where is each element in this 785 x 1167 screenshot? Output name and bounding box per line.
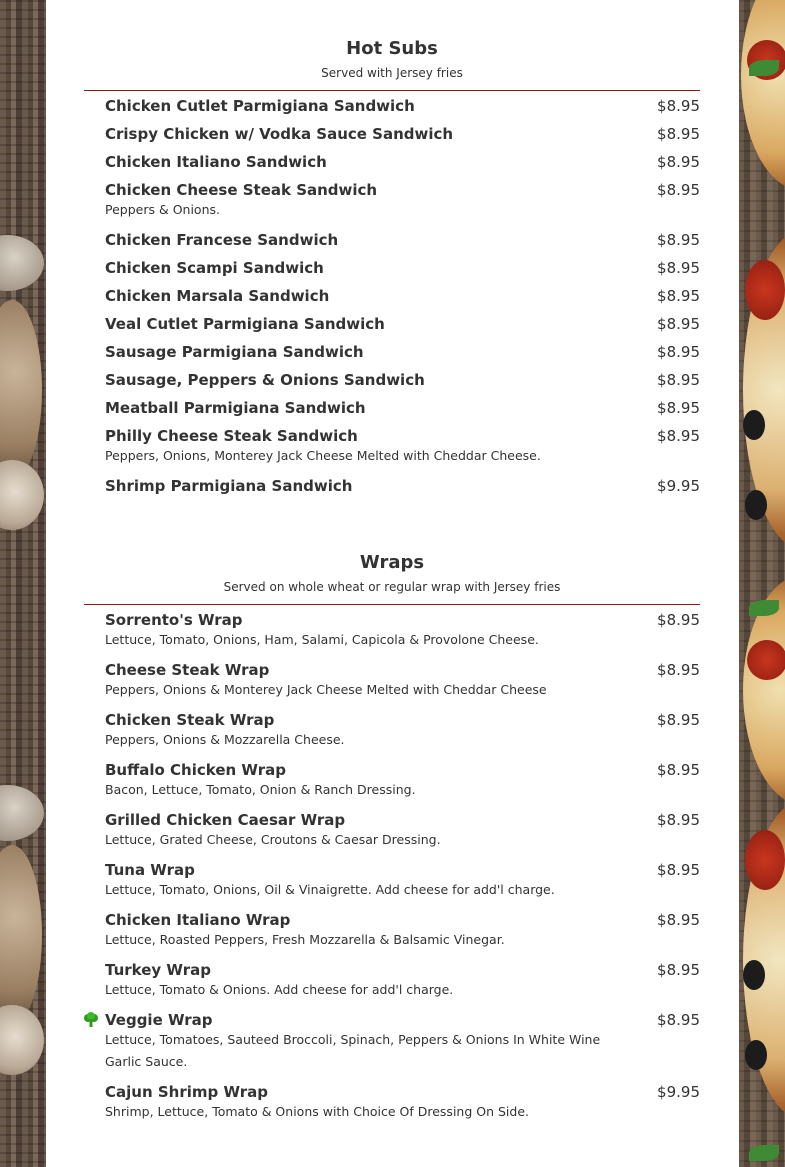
menu-item-list (84, 606, 700, 1128)
mushroom-decoration (0, 300, 42, 480)
item-name: Turkey Wrap (105, 961, 211, 979)
basil-leaf-decoration (749, 600, 779, 616)
item-name: Chicken Scampi Sandwich (105, 259, 324, 277)
item-price: $8.95 (657, 911, 700, 929)
item-name: Buffalo Chicken Wrap (105, 761, 286, 779)
item-name: Crispy Chicken w/ Vodka Sauce Sandwich (105, 125, 454, 143)
menu-item[interactable] (84, 338, 700, 366)
menu-item[interactable] (84, 856, 700, 906)
item-description: Peppers & Onions. (105, 202, 220, 217)
pepperoni-decoration (747, 640, 785, 680)
section-divider (84, 90, 700, 91)
mushroom-decoration (0, 235, 44, 291)
menu-item[interactable] (84, 92, 700, 120)
item-name: Chicken Marsala Sandwich (105, 287, 330, 305)
item-description: Lettuce, Roasted Peppers, Fresh Mozzarella & Balsamic Vinegar. (105, 932, 505, 947)
menu-item[interactable] (84, 906, 700, 956)
mushroom-decoration (0, 845, 42, 1025)
olive-decoration (745, 490, 767, 520)
item-name: Grilled Chicken Caesar Wrap (105, 811, 346, 829)
item-description: Bacon, Lettuce, Tomato, Onion & Ranch Dressing. (105, 782, 416, 797)
section-title: Wraps (359, 552, 425, 573)
item-price: $8.95 (657, 661, 700, 679)
menu-item[interactable] (84, 806, 700, 856)
item-price: $8.95 (657, 399, 700, 417)
olive-decoration (745, 1040, 767, 1070)
item-price: $8.95 (657, 181, 700, 199)
item-name: Sorrento's Wrap (105, 611, 243, 629)
item-price: $8.95 (657, 259, 700, 277)
menu-item[interactable] (84, 394, 700, 422)
menu-item[interactable] (84, 366, 700, 394)
section-hot-subs (84, 38, 700, 500)
item-description: Lettuce, Tomato & Onions. Add cheese for add'l charge. (105, 982, 454, 997)
menu-item[interactable] (84, 756, 700, 806)
menu-item[interactable] (84, 472, 700, 500)
menu-item[interactable] (84, 956, 700, 1006)
item-name: Chicken Steak Wrap (105, 711, 275, 729)
item-description: Peppers, Onions, Monterey Jack Cheese Melted with Cheddar Cheese. (105, 448, 541, 463)
menu-item[interactable] (84, 282, 700, 310)
pepperoni-decoration (745, 260, 785, 320)
item-price: $8.95 (657, 125, 700, 143)
item-description: Shrimp, Lettuce, Tomato & Onions with Choice Of Dressing On Side. (105, 1104, 529, 1119)
menu-item[interactable] (84, 706, 700, 756)
item-price: $8.95 (657, 961, 700, 979)
item-name: Chicken Italiano Sandwich (105, 153, 327, 171)
section-subtitle: Served with Jersey fries (321, 66, 463, 80)
item-description: Lettuce, Grated Cheese, Croutons & Caesar Dressing. (105, 832, 441, 847)
menu-item[interactable] (84, 656, 700, 706)
item-description: Peppers, Onions & Monterey Jack Cheese Melted with Cheddar Cheese (105, 682, 547, 697)
section-divider (84, 604, 700, 605)
item-price: $8.95 (657, 343, 700, 361)
mushroom-decoration (0, 1005, 44, 1075)
menu-item[interactable] (84, 176, 700, 226)
menu-item[interactable] (84, 1078, 700, 1128)
wood-background-left (0, 0, 46, 1167)
item-name: Sausage Parmigiana Sandwich (105, 343, 364, 361)
item-description: Lettuce, Tomatoes, Sauteed Broccoli, Spinach, Peppers & Onions In White Wine Garlic Sauce. (105, 1032, 601, 1069)
menu-page (46, 0, 739, 1167)
item-price: $8.95 (657, 97, 700, 115)
item-price: $8.95 (657, 231, 700, 249)
item-description: Peppers, Onions & Mozzarella Cheese. (105, 732, 345, 747)
menu-item[interactable] (84, 606, 700, 656)
item-price: $8.95 (657, 711, 700, 729)
mushroom-decoration (0, 460, 44, 530)
basil-leaf-decoration (749, 1145, 779, 1161)
menu-item[interactable] (84, 120, 700, 148)
item-price: $8.95 (657, 761, 700, 779)
item-name: Philly Cheese Steak Sandwich (105, 427, 358, 445)
pizza-background-right (739, 0, 785, 1167)
item-price: $8.95 (657, 287, 700, 305)
item-price: $8.95 (657, 611, 700, 629)
item-description: Lettuce, Tomato, Onions, Ham, Salami, Capicola & Provolone Cheese. (105, 632, 539, 647)
menu-item[interactable] (84, 254, 700, 282)
item-name: Tuna Wrap (105, 861, 195, 879)
item-price: $8.95 (657, 315, 700, 333)
item-price: $9.95 (657, 1083, 700, 1101)
item-name: Shrimp Parmigiana Sandwich (105, 477, 353, 495)
item-name: Meatball Parmigiana Sandwich (105, 399, 366, 417)
item-price: $8.95 (657, 1011, 700, 1029)
section-subtitle: Served on whole wheat or regular wrap with Jersey fries (223, 580, 561, 594)
item-name: Cajun Shrimp Wrap (105, 1083, 269, 1101)
menu-item[interactable] (84, 226, 700, 254)
item-name: Veal Cutlet Parmigiana Sandwich (105, 315, 385, 333)
section-title: Hot Subs (346, 38, 438, 59)
olive-decoration (743, 410, 765, 440)
item-price: $9.95 (657, 477, 700, 495)
item-name: Cheese Steak Wrap (105, 661, 270, 679)
menu-item[interactable] (84, 148, 700, 176)
broccoli-icon (83, 1012, 99, 1028)
menu-item-list (84, 92, 700, 500)
item-name: Chicken Italiano Wrap (105, 911, 291, 929)
item-price: $8.95 (657, 811, 700, 829)
item-description: Lettuce, Tomato, Onions, Oil & Vinaigrette. Add cheese for add'l charge. (105, 882, 555, 897)
section-wraps (84, 552, 700, 1128)
pepperoni-decoration (745, 830, 785, 890)
item-name: Veggie Wrap (105, 1011, 213, 1029)
item-price: $8.95 (657, 861, 700, 879)
item-name: Sausage, Peppers & Onions Sandwich (105, 371, 425, 389)
item-price: $8.95 (657, 153, 700, 171)
item-name: Chicken Cutlet Parmigiana Sandwich (105, 97, 415, 115)
pizza-decoration (741, 0, 785, 190)
item-name: Chicken Cheese Steak Sandwich (105, 181, 378, 199)
menu-item[interactable] (84, 1006, 700, 1078)
item-price: $8.95 (657, 371, 700, 389)
mushroom-decoration (0, 785, 44, 841)
basil-leaf-decoration (749, 60, 779, 76)
menu-item[interactable] (84, 422, 700, 472)
item-price: $8.95 (657, 427, 700, 445)
item-name: Chicken Francese Sandwich (105, 231, 339, 249)
menu-item[interactable] (84, 310, 700, 338)
olive-decoration (743, 960, 765, 990)
